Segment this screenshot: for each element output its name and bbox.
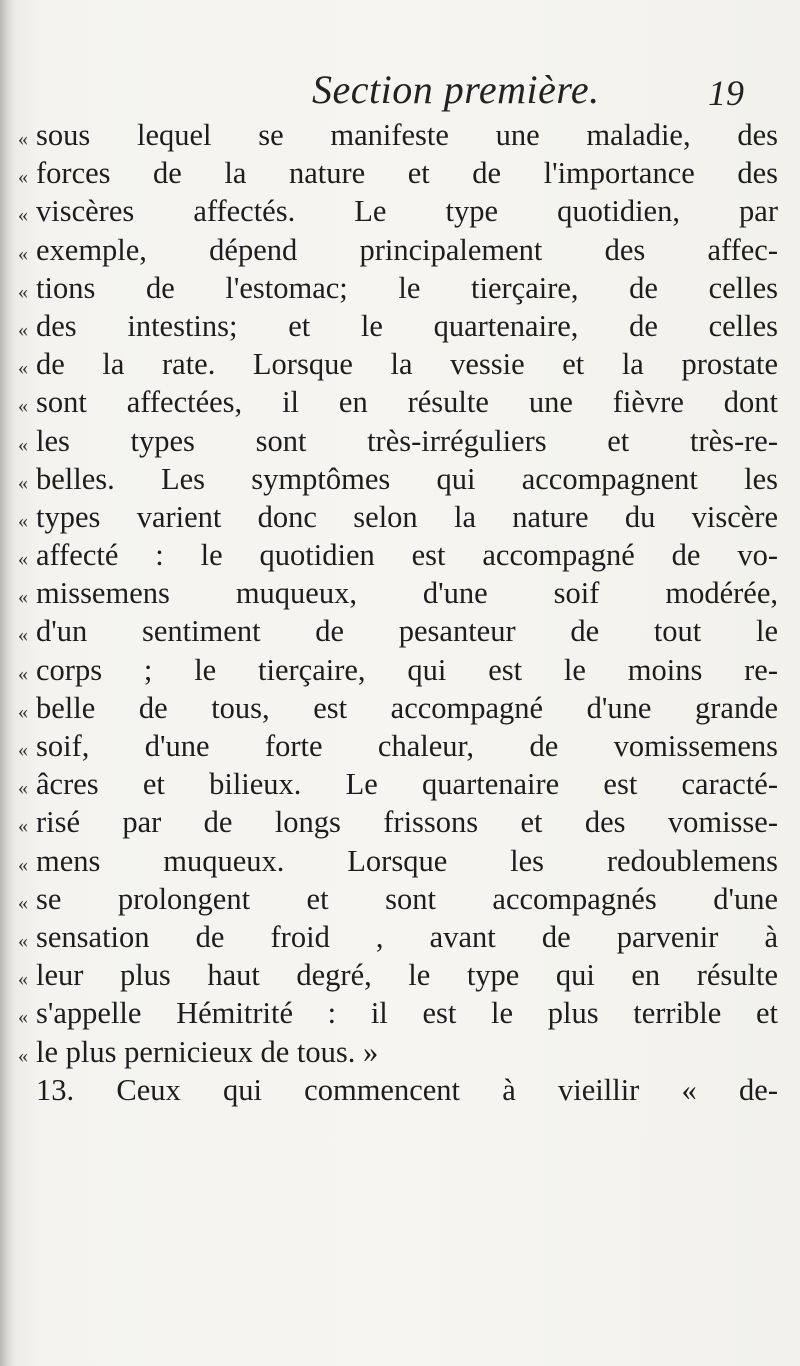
- line-text: 13. Ceux qui commencent à vieillir « de-: [36, 1072, 778, 1107]
- text-line: [18, 691, 778, 729]
- text-line: [18, 729, 778, 767]
- text-line: [18, 424, 778, 462]
- text-line: [18, 958, 778, 996]
- quote-mark: «: [18, 471, 28, 494]
- text-line: [18, 271, 778, 309]
- line-text: sont affectées, il en résulte une fièvre dont: [36, 385, 778, 420]
- text-line: [18, 1035, 778, 1073]
- quote-mark: «: [18, 853, 28, 876]
- quote-mark: «: [18, 1044, 28, 1067]
- quote-mark: «: [18, 624, 28, 647]
- text-line: [18, 309, 778, 347]
- quote-mark: «: [18, 128, 28, 150]
- text-line: [18, 805, 778, 843]
- line-text: le plus pernicieux de tous. »: [36, 1034, 379, 1069]
- quote-mark: «: [18, 242, 28, 265]
- text-line: [18, 462, 778, 500]
- quote-mark: «: [18, 318, 28, 341]
- quote-mark: «: [18, 777, 28, 800]
- line-text: types varient donc selon la nature du viscère: [36, 499, 778, 534]
- text-line: [18, 996, 778, 1034]
- page-gutter-shadow: [0, 0, 14, 1366]
- text-line: [18, 844, 778, 882]
- quote-mark: «: [18, 395, 28, 418]
- line-text: sensation de froid , avant de parvenir à: [36, 919, 778, 954]
- quote-mark: «: [18, 166, 28, 189]
- quote-mark: «: [18, 586, 28, 609]
- quote-mark: «: [18, 700, 28, 723]
- quote-mark: «: [18, 357, 28, 380]
- quote-mark: «: [18, 433, 28, 456]
- text-line: [18, 614, 778, 652]
- text-line: [18, 538, 778, 576]
- line-text: mens muqueux. Lorsque les redoublemens: [36, 843, 778, 878]
- text-line: [18, 118, 778, 156]
- quote-mark: «: [18, 548, 28, 571]
- quote-mark: «: [18, 891, 28, 914]
- line-text: soif, d'une forte chaleur, de vomissemens: [36, 729, 778, 763]
- line-text: tions de l'estomac; le tierçaire, de celles: [36, 270, 778, 305]
- line-text: belle de tous, est accompagné d'une grande: [36, 690, 778, 725]
- text-line: [18, 500, 778, 538]
- line-text: leur plus haut degré, le type qui en résulte: [36, 958, 778, 993]
- line-text: belles. Les symptômes qui accompagnent les: [36, 461, 778, 496]
- text-line: [18, 1073, 778, 1111]
- text-line: [18, 767, 778, 805]
- line-text: se prolongent et sont accompagnés d'une: [36, 881, 778, 916]
- text-line: [18, 156, 778, 194]
- quote-mark: «: [18, 1006, 28, 1029]
- text-line: [18, 347, 778, 385]
- line-text: sous lequel se manifeste une maladie, des: [36, 118, 778, 152]
- quote-mark: «: [18, 509, 28, 532]
- page-number: 19: [708, 73, 744, 113]
- text-line: [18, 385, 778, 423]
- line-text: corps ; le tierçaire, qui est le moins re-: [36, 652, 778, 687]
- line-text: forces de la nature et de l'importance des: [36, 156, 778, 191]
- line-text: de la rate. Lorsque la vessie et la prostate: [36, 347, 778, 382]
- line-text: les types sont très-irréguliers et très-re-: [36, 423, 778, 458]
- line-text: s'appelle Hémitrité : il est le plus terrible et: [36, 996, 778, 1031]
- quote-mark: «: [18, 929, 28, 952]
- text-line: [18, 194, 778, 232]
- quote-mark: «: [18, 662, 28, 685]
- quote-mark: «: [18, 968, 28, 991]
- running-head: [0, 66, 800, 116]
- line-text: exemple, dépend principalement des affec-: [36, 232, 778, 267]
- line-text: viscères affectés. Le type quotidien, par: [36, 194, 778, 229]
- text-line: [18, 653, 778, 691]
- text-line: [18, 920, 778, 958]
- line-text: âcres et bilieux. Le quartenaire est caracté-: [36, 767, 778, 802]
- quote-mark: «: [18, 739, 28, 761]
- quote-mark: «: [18, 815, 28, 838]
- line-text: affecté : le quotidien est accompagné de vo-: [36, 538, 778, 573]
- quote-mark: «: [18, 280, 28, 303]
- line-text: d'un sentiment de pesanteur de tout le: [36, 614, 778, 649]
- line-text: risé par de longs frissons et des vomisse-: [36, 805, 778, 840]
- quote-mark: «: [18, 204, 28, 227]
- body-text: [18, 118, 778, 1111]
- text-line: [18, 233, 778, 271]
- line-text: missemens muqueux, d'une soif modérée,: [36, 576, 778, 611]
- line-text: des intestins; et le quartenaire, de celles: [36, 308, 778, 343]
- text-line: [18, 576, 778, 614]
- text-line: [18, 882, 778, 920]
- section-title: Section première.: [312, 67, 600, 112]
